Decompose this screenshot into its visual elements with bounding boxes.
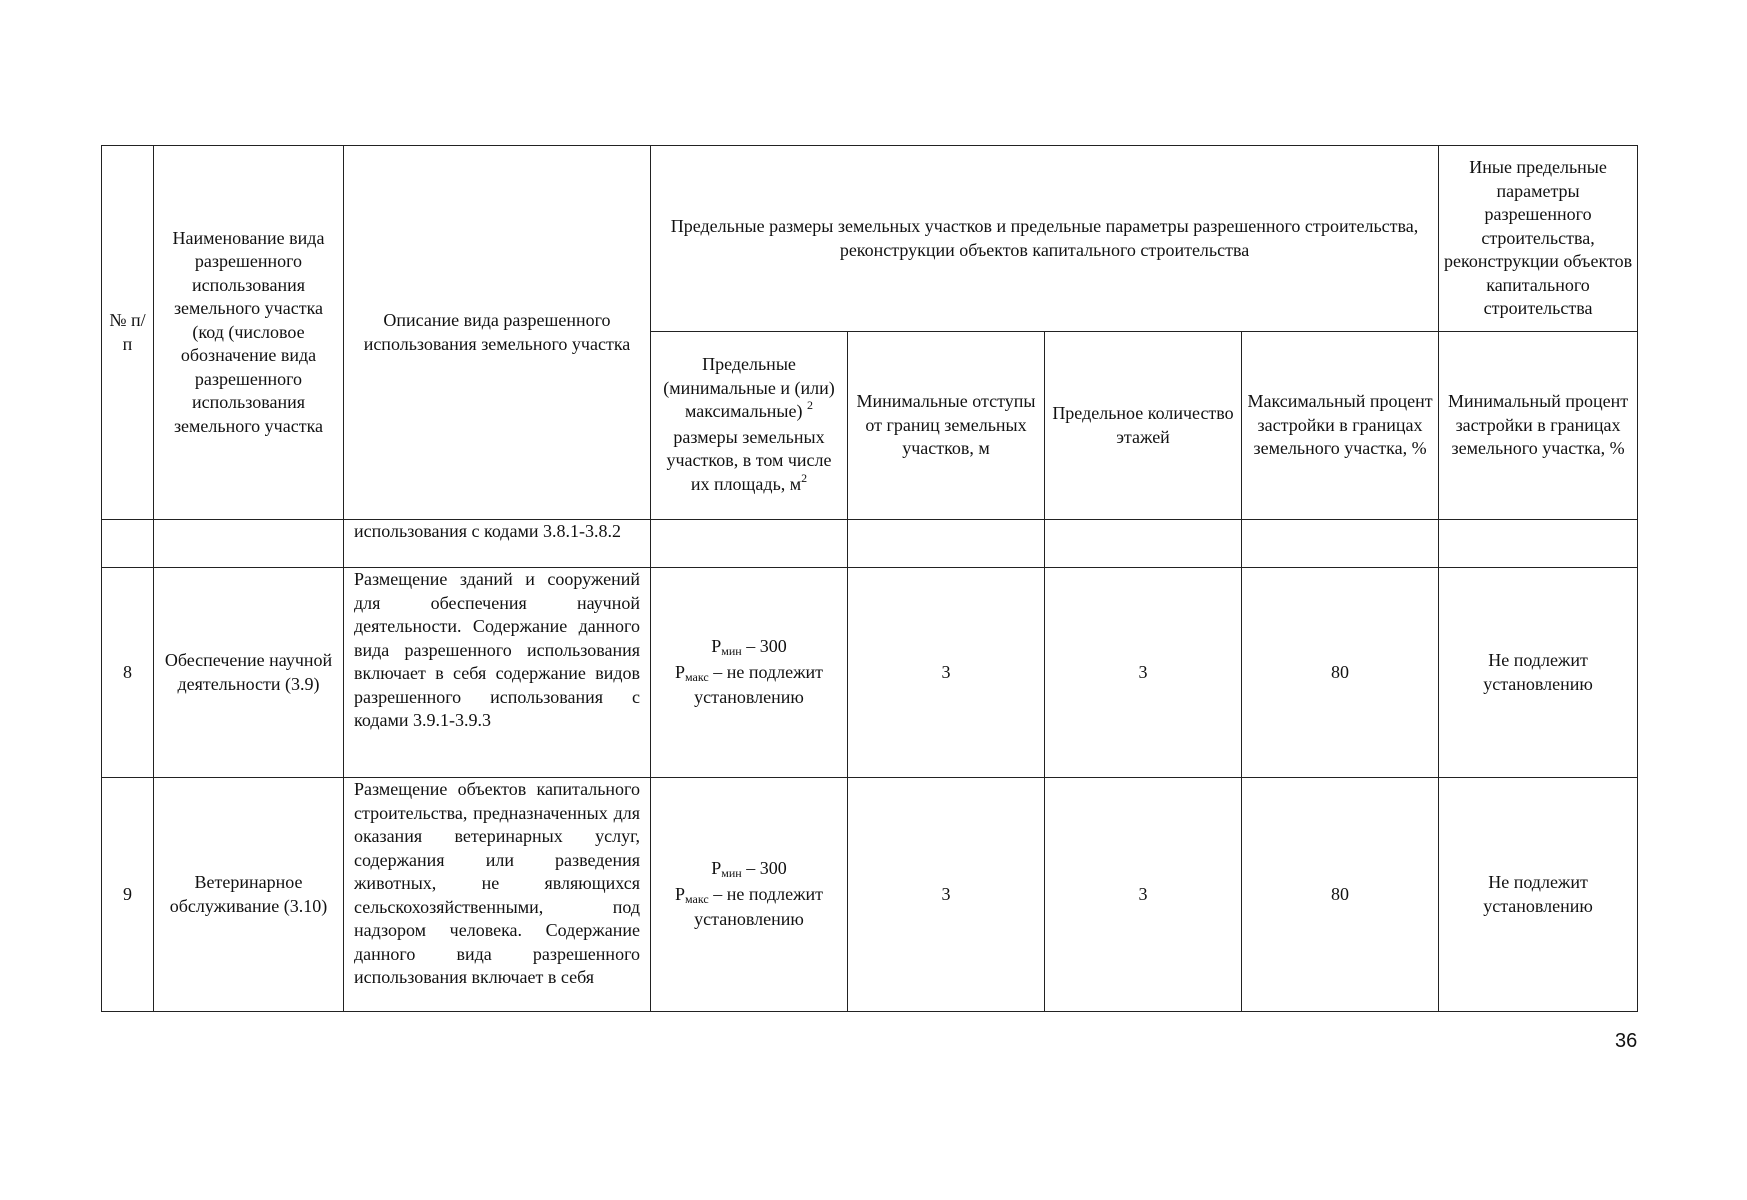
header-plot-sizes-rest: размеры земельных участков, в том числе их площадь, м [666, 426, 832, 494]
cell-empty [1439, 520, 1638, 568]
header-other-parameters: Иные предельные параметры разрешенного строительства, реконструкции объектов капитального строительства [1439, 146, 1638, 332]
header-max-build-percent: Максимальный процент застройки в границах земельного участка, % [1242, 332, 1439, 520]
cell-empty [1242, 520, 1439, 568]
cell-description: Размещение зданий и сооружений для обеспечения научной деятельности. Содержание данного вида разрешенного использования включает в себя содержание видов разрешенного использования с кодами 3.9.1-3.9.3 [344, 568, 651, 778]
cell-empty [848, 520, 1045, 568]
unit-superscript: 2 [801, 470, 808, 485]
cell-empty [651, 520, 848, 568]
cell-max-build-percent: 80 [1242, 778, 1439, 1012]
cell-min-setbacks: 3 [848, 778, 1045, 1012]
table-row [102, 568, 1638, 778]
p-max-subscript: макс [685, 891, 709, 906]
p-symbol: Р [674, 661, 685, 682]
header-min-build-percent: Минимальный процент застройки в границах земельного участка, % [1439, 332, 1638, 520]
cell-number: 8 [102, 568, 154, 778]
p-min-value: – 300 [741, 636, 787, 657]
cell-plot-sizes [651, 568, 848, 778]
cell-description: Размещение объектов капитального строительства, предназначенных для оказания ветеринарных услуг, содержания или разведения животных, не являющихся сельскохозяйственными, под надзором человека. Содержание данного вида разрешенного использования включает в себя [344, 778, 651, 1012]
header-floors: Предельное количество этажей [1045, 332, 1242, 520]
page-number: 36 [1615, 1030, 1638, 1052]
p-min-subscript: мин [721, 644, 742, 659]
max-area-line [655, 883, 843, 932]
cell-use-type-name: Ветеринарное обслуживание (3.10) [154, 778, 344, 1012]
cell-max-build-percent: 80 [1242, 568, 1439, 778]
p-symbol: Р [711, 858, 722, 879]
table-row-continuation [102, 520, 1638, 568]
max-area-line [655, 661, 843, 710]
cell-min-setbacks: 3 [848, 568, 1045, 778]
header-use-description: Описание вида разрешенного использования земельного участка [344, 146, 651, 520]
cell-number: 9 [102, 778, 154, 1012]
cell-empty [102, 520, 154, 568]
zoning-parameters-table [101, 145, 1638, 1012]
header-min-setbacks: Минимальные отступы от границ земельных участков, м [848, 332, 1045, 520]
cell-use-type-name: Обеспечение научной деятельности (3.9) [154, 568, 344, 778]
p-max-value: – не подлежит установлению [694, 883, 824, 930]
cell-min-build-percent: Не подлежит установлению [1439, 568, 1638, 778]
header-limits-group: Предельные размеры земельных участков и предельные параметры разрешенного строительства, реконструкции объектов капитального строительства [651, 146, 1439, 332]
p-max-value: – не подлежит установлению [694, 661, 824, 708]
header-plot-sizes-main: Предельные (минимальные и (или) максимальные) [663, 354, 835, 421]
cell-empty [1045, 520, 1242, 568]
header-plot-sizes [651, 332, 848, 520]
cell-plot-sizes [651, 778, 848, 1012]
header-row-top [102, 146, 1638, 332]
p-max-subscript: макс [685, 669, 709, 684]
cell-floors: 3 [1045, 778, 1242, 1012]
table-row [102, 778, 1638, 1012]
p-symbol: Р [711, 636, 722, 657]
cell-description-continued: использования с кодами 3.8.1-3.8.2 [344, 520, 651, 568]
header-number: № п/п [102, 146, 154, 520]
p-min-value: – 300 [741, 858, 787, 879]
cell-floors: 3 [1045, 568, 1242, 778]
min-area-line [655, 857, 843, 883]
min-area-line [655, 635, 843, 661]
cell-empty [154, 520, 344, 568]
footnote-marker: 2 [807, 398, 813, 412]
p-symbol: Р [674, 883, 685, 904]
header-use-type-name: Наименование вида разрешенного использования земельного участка (код (числовое обозначение вида разрешенного использования земельного участка [154, 146, 344, 520]
p-min-subscript: мин [721, 866, 742, 881]
cell-min-build-percent: Не подлежит установлению [1439, 778, 1638, 1012]
